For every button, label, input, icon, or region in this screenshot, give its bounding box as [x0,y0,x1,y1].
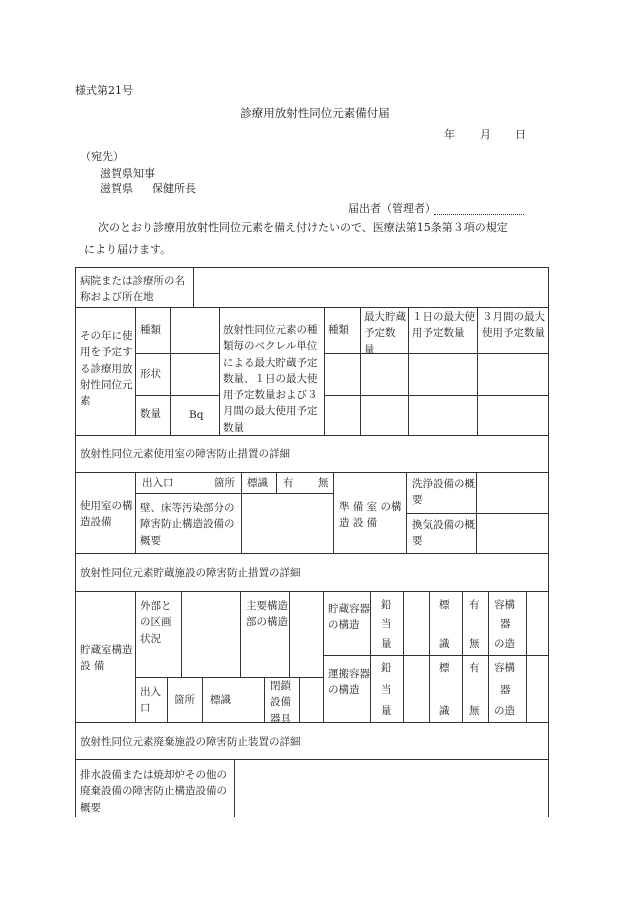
ventilation-equipment-label: 換気設備の概要 [412,519,475,548]
use-room-structure-label: 使用室の構造設備 [80,500,133,529]
body-text-line-1: 次のとおり診療用放射性同位元素を備え付けたいので、医療法第15条第３項の規定 [98,221,508,234]
facility-label: 病院または診療所の名称および所在地 [80,275,185,304]
places-label: 箇所 [214,477,235,489]
kind-column-header: 種類 [328,324,349,336]
transport-amount: 量 [381,705,392,717]
storage-yes: 有 [469,599,480,611]
prep-room-label: 準 備 室 の構 造 設 備 [339,501,402,530]
max-storage-header: 最大貯蔵予定数 量 [364,311,406,356]
section-use-room: 放射性同位元素使用室の障害防止措置の詳細 [80,448,290,460]
transport-no: 無 [469,705,480,717]
washing-equipment-label: 洗浄設備の概要 [412,478,475,507]
main-structure-label: 主要構造部の構造 [246,600,288,629]
storage-container-a: 容構 [494,599,515,611]
storage-amount: 量 [381,638,392,650]
date-year: 年 [444,128,455,141]
three-month-max-header: ３月間の最大使用予定数量 [482,311,545,340]
outer-partition-label: 外部との区画状況 [140,600,172,645]
storage-container-b: 器 [500,618,511,630]
sign-yes: 有 [283,477,294,489]
form-number: 様式第21号 [75,84,133,97]
notifier-line [434,213,524,215]
shape-label: 形状 [140,368,161,380]
transport-sign-top: 標 [439,662,450,674]
transport-container-a: 容構 [494,662,515,674]
storage-container-label: 貯蔵容器の構造 [328,603,370,632]
notifier-label: 届出者（管理者） [348,202,436,215]
transport-lead: 鉛 [381,662,392,674]
storage-no: 無 [469,638,480,650]
sign-label: 標識 [247,477,268,489]
closing-device-label: 閉鎖設備器具 [270,680,291,725]
transport-yes: 有 [469,662,480,674]
storage-equivalent: 当 [381,618,392,630]
storage-places-label: 箇所 [174,694,195,706]
section-disposal: 放射性同位元素廃棄施設の障害防止装置の詳細 [80,736,301,748]
quantity-label: 数量 [140,408,161,420]
kind-label: 種類 [140,324,161,336]
storage-lead: 鉛 [381,599,392,611]
date-month: 月 [480,128,491,141]
addressee-health-center: 保健所長 [152,182,196,195]
storage-container-c: の造 [494,638,515,650]
becquerel-description: 放射性同位元素の種類毎のベクレル単位による最大貯蔵予定数量、１日の最大使用予定数量および３月間の最大使用予定数量 [223,324,318,434]
daily-max-header: １日の最大使用予定数量 [412,311,475,340]
transport-sign-bottom: 識 [439,705,450,717]
transport-container-label: 運搬容器の構造 [328,668,370,697]
addressee-governor: 滋賀県知事 [100,167,155,180]
wall-floor-description: 壁、床等汚染部分の障害防止構造設備の概要 [140,502,235,547]
transport-container-c: の造 [494,705,515,717]
storage-sign-top: 標 [439,599,450,611]
transport-container-b: 器 [500,684,511,696]
body-text-line-2: により届けます。 [84,243,172,256]
storage-sign-bottom: 識 [439,638,450,650]
storage-sign-label: 標識 [210,694,231,706]
date-day: 日 [515,128,526,141]
storage-room-label: 貯蔵室構造 設 備 [80,644,133,673]
yearly-use-label: その年に使用を予定する診療用放射性同位元素 [80,330,133,408]
transport-equivalent: 当 [381,684,392,696]
bq-unit: Bq [189,409,204,421]
addressee-prefecture: 滋賀県 [100,182,133,195]
entrance-label: 出入口 [142,477,174,489]
disposal-description: 排水設備または焼却炉その他の廃棄設備の障害防止構造設備の概要 [80,769,227,814]
sign-no: 無 [318,477,329,489]
addressee-label: （宛先） [80,150,124,163]
storage-entrance-label: 出入口 [140,686,161,715]
section-storage: 放射性同位元素貯蔵施設の障害防止措置の詳細 [80,567,301,579]
document-title: 診療用放射性同位元素備付届 [240,106,390,120]
